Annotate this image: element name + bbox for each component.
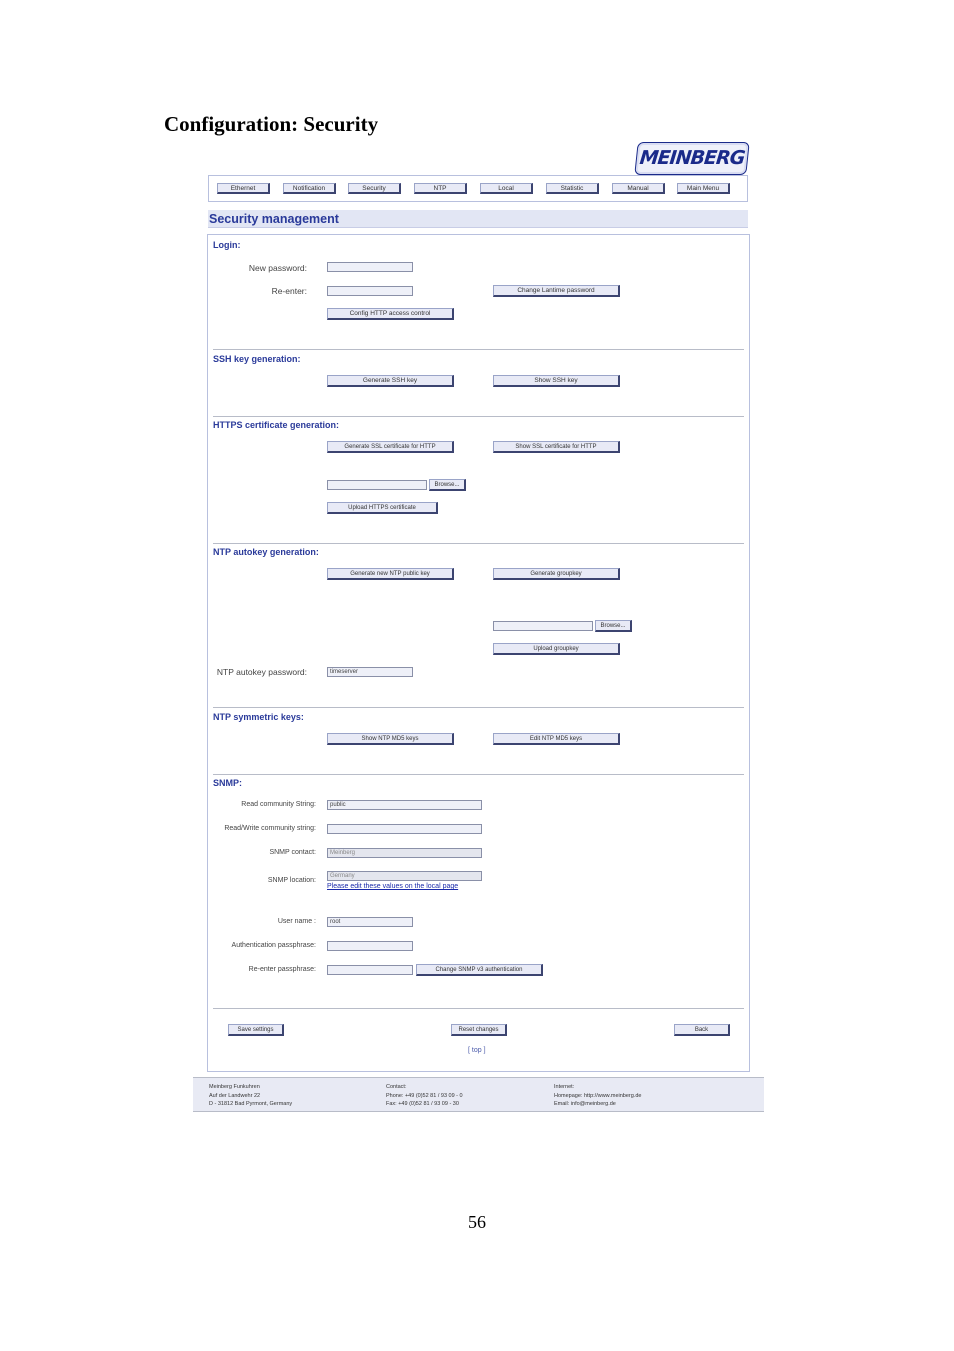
nav-statistic-button[interactable]: Statistic <box>546 183 599 194</box>
upload-https-certificate-button[interactable]: Upload HTTPS certificate <box>327 502 438 514</box>
nav-ntp-button[interactable]: NTP <box>414 183 467 194</box>
generate-ntp-public-key-button[interactable]: Generate new NTP public key <box>327 568 454 580</box>
user-name-field[interactable]: root <box>327 917 413 927</box>
new-password-label: New password: <box>248 263 307 273</box>
reenter-passphrase-label: Re-enter passphrase: <box>248 966 316 973</box>
page-number: 56 <box>468 1212 486 1232</box>
snmp-section-title: SNMP: <box>213 778 242 788</box>
new-password-field[interactable] <box>327 262 413 272</box>
settings-panel <box>207 234 750 1072</box>
reenter-password-field[interactable] <box>327 286 413 296</box>
footer-text: D - 31812 Bad Pyrmont, Germany <box>209 1101 293 1107</box>
groupkey-browse-button[interactable]: Browse... <box>595 620 632 632</box>
footer-address <box>209 1083 292 1109</box>
snmp-location-field: Germany <box>327 871 482 881</box>
footer-text: Phone: +49 (0)52 81 / 93 09 - 0 <box>386 1092 463 1099</box>
show-ssl-certificate-button[interactable]: Show SSL certificate for HTTP <box>493 441 620 453</box>
nav-local-button[interactable]: Local <box>480 183 533 194</box>
document-title: Configuration: Security <box>164 112 379 136</box>
generate-ssl-certificate-button[interactable]: Generate SSL certificate for HTTP <box>327 441 454 453</box>
rw-community-label: Read/Write community string: <box>224 825 316 832</box>
nav-ethernet-button[interactable]: Ethernet <box>217 183 270 194</box>
read-community-label: Read community String: <box>241 801 316 808</box>
footer-text[interactable]: Homepage: http://www.meinberg.de <box>554 1092 642 1099</box>
user-name-label: User name : <box>277 918 316 925</box>
ssh-section-title: SSH key generation: <box>213 354 301 364</box>
login-section-title: Login: <box>213 240 241 250</box>
https-section-title: HTTPS certificate generation: <box>213 420 340 430</box>
footer <box>193 1077 764 1112</box>
snmp-location-label: SNMP location: <box>267 877 316 884</box>
divider <box>213 543 744 544</box>
ntp-symmetric-section-title: NTP symmetric keys: <box>213 712 304 722</box>
nav-security-button[interactable]: Security <box>348 183 401 194</box>
nav-notification-button[interactable]: Notification <box>283 183 336 194</box>
nav-manual-button[interactable]: Manual <box>612 183 665 194</box>
config-http-access-button[interactable]: Config HTTP access control <box>327 308 454 320</box>
save-settings-button[interactable]: Save settings <box>228 1024 284 1036</box>
groupkey-file-field[interactable] <box>493 621 593 631</box>
divider <box>213 1008 744 1009</box>
meinberg-logo: MEINBERG <box>634 142 749 175</box>
ntp-autokey-password-field[interactable]: timeserver <box>327 667 413 677</box>
divider <box>213 707 744 708</box>
https-file-field[interactable] <box>327 480 427 490</box>
footer-text: Meinberg Funkuhren <box>209 1084 260 1090</box>
back-button[interactable]: Back <box>674 1024 730 1036</box>
nav-bar <box>208 175 748 202</box>
https-browse-button[interactable]: Browse... <box>429 479 466 491</box>
change-snmp-auth-button[interactable]: Change SNMP v3 authentication <box>416 964 543 976</box>
snmp-contact-field: Meinberg <box>327 848 482 858</box>
upload-groupkey-button[interactable]: Upload groupkey <box>493 643 620 655</box>
rw-community-field[interactable] <box>327 824 482 834</box>
change-lantime-password-button[interactable]: Change Lantime password <box>493 285 620 297</box>
snmp-contact-label: SNMP contact: <box>269 849 316 856</box>
divider <box>213 774 744 775</box>
generate-ssh-key-button[interactable]: Generate SSH key <box>327 375 454 387</box>
auth-passphrase-field[interactable] <box>327 941 413 951</box>
screenshot-frame <box>193 137 764 1117</box>
auth-passphrase-label: Authentication passphrase: <box>231 942 316 949</box>
divider <box>213 349 744 350</box>
generate-groupkey-button[interactable]: Generate groupkey <box>493 568 620 580</box>
reenter-password-label: Re-enter: <box>271 286 307 296</box>
top-link[interactable]: [ top ] <box>468 1047 486 1054</box>
footer-text: Fax: +49 (0)52 81 / 93 09 - 30 <box>386 1101 459 1107</box>
nav-main-menu-button[interactable]: Main Menu <box>677 183 730 194</box>
show-ssh-key-button[interactable]: Show SSH key <box>493 375 620 387</box>
footer-contact <box>386 1083 463 1109</box>
read-community-field[interactable]: public <box>327 800 482 810</box>
divider <box>213 416 744 417</box>
ntp-autokey-password-label: NTP autokey password: <box>216 667 307 677</box>
footer-text: Auf der Landwehr 22 <box>209 1092 261 1099</box>
footer-text: Contact: <box>386 1084 407 1090</box>
ntp-autokey-section-title: NTP autokey generation: <box>213 547 319 557</box>
page-title: Security management <box>208 210 748 228</box>
footer-text[interactable]: Email: info@meinberg.de <box>554 1101 616 1107</box>
edit-ntp-md5-keys-button[interactable]: Edit NTP MD5 keys <box>493 733 620 745</box>
reset-changes-button[interactable]: Reset changes <box>451 1024 507 1036</box>
show-ntp-md5-keys-button[interactable]: Show NTP MD5 keys <box>327 733 454 745</box>
edit-values-local-link[interactable]: Please edit these values on the local page <box>327 883 459 890</box>
footer-internet <box>554 1083 641 1109</box>
reenter-passphrase-field[interactable] <box>327 965 413 975</box>
footer-text: Internet: <box>554 1084 575 1090</box>
